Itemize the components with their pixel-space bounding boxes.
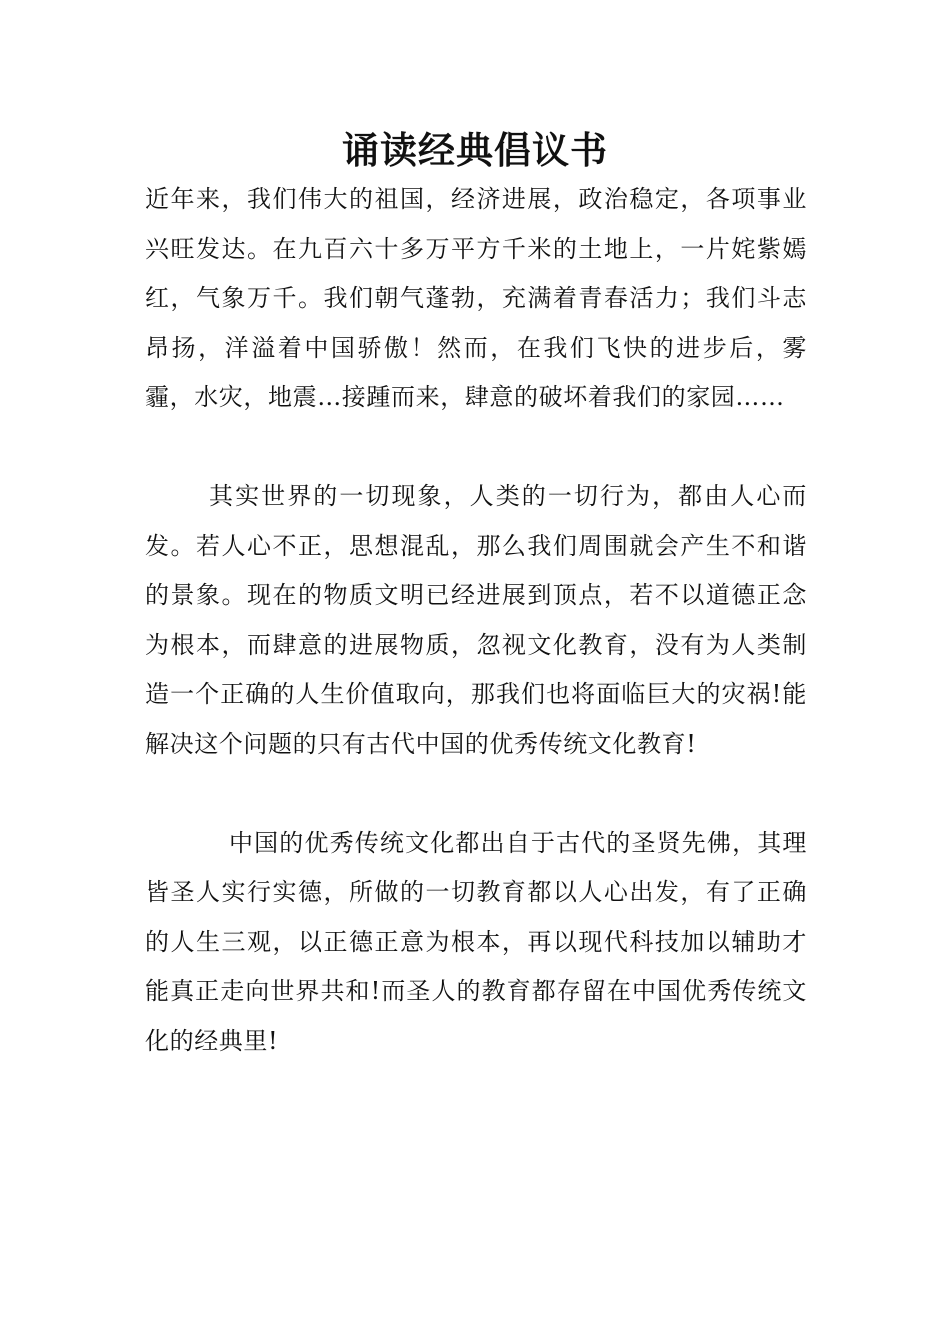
paragraph-1: 近年来，我们伟大的祖国，经济进展，政治稳定，各项事业兴旺发达。在九百六十多万平方千米的土地上，一片姹紫嫣红，气象万千。我们朝气蓬勃，充满着青春活力；我们斗志昂扬，洋溢着中国骄傲！然而，在我们飞快的进步后，雾霾，水灾，地震…接踵而来，肆意的破坏着我们的家园…… (145, 185, 807, 411)
paragraph-2: 其实世界的一切现象，人类的一切行为，都由人心而发。若人心不正，思想混乱，那么我们周围就会产生不和谐的景象。现在的物质文明已经进展到顶点，若不以道德正念为根本，而肆意的进展物质，忽视文化教育，没有为人类制造一个正确的人生价值取向，那我们也将面临巨大的灾祸!能解决这个问题的只有古代中国的优秀传统文化教育! (145, 482, 807, 758)
document-title: 诵读经典倡议书 (342, 129, 608, 172)
document-body (145, 175, 807, 1066)
paragraph-3: 中国的优秀传统文化都出自于古代的圣贤先佛，其理皆圣人实行实德，所做的一切教育都以人心出发，有了正确的人生三观，以正德正意为根本，再以现代科技加以辅助才能真正走向世界共和!而圣人的教育都存留在中国优秀传统文化的经典里! (145, 828, 807, 1055)
